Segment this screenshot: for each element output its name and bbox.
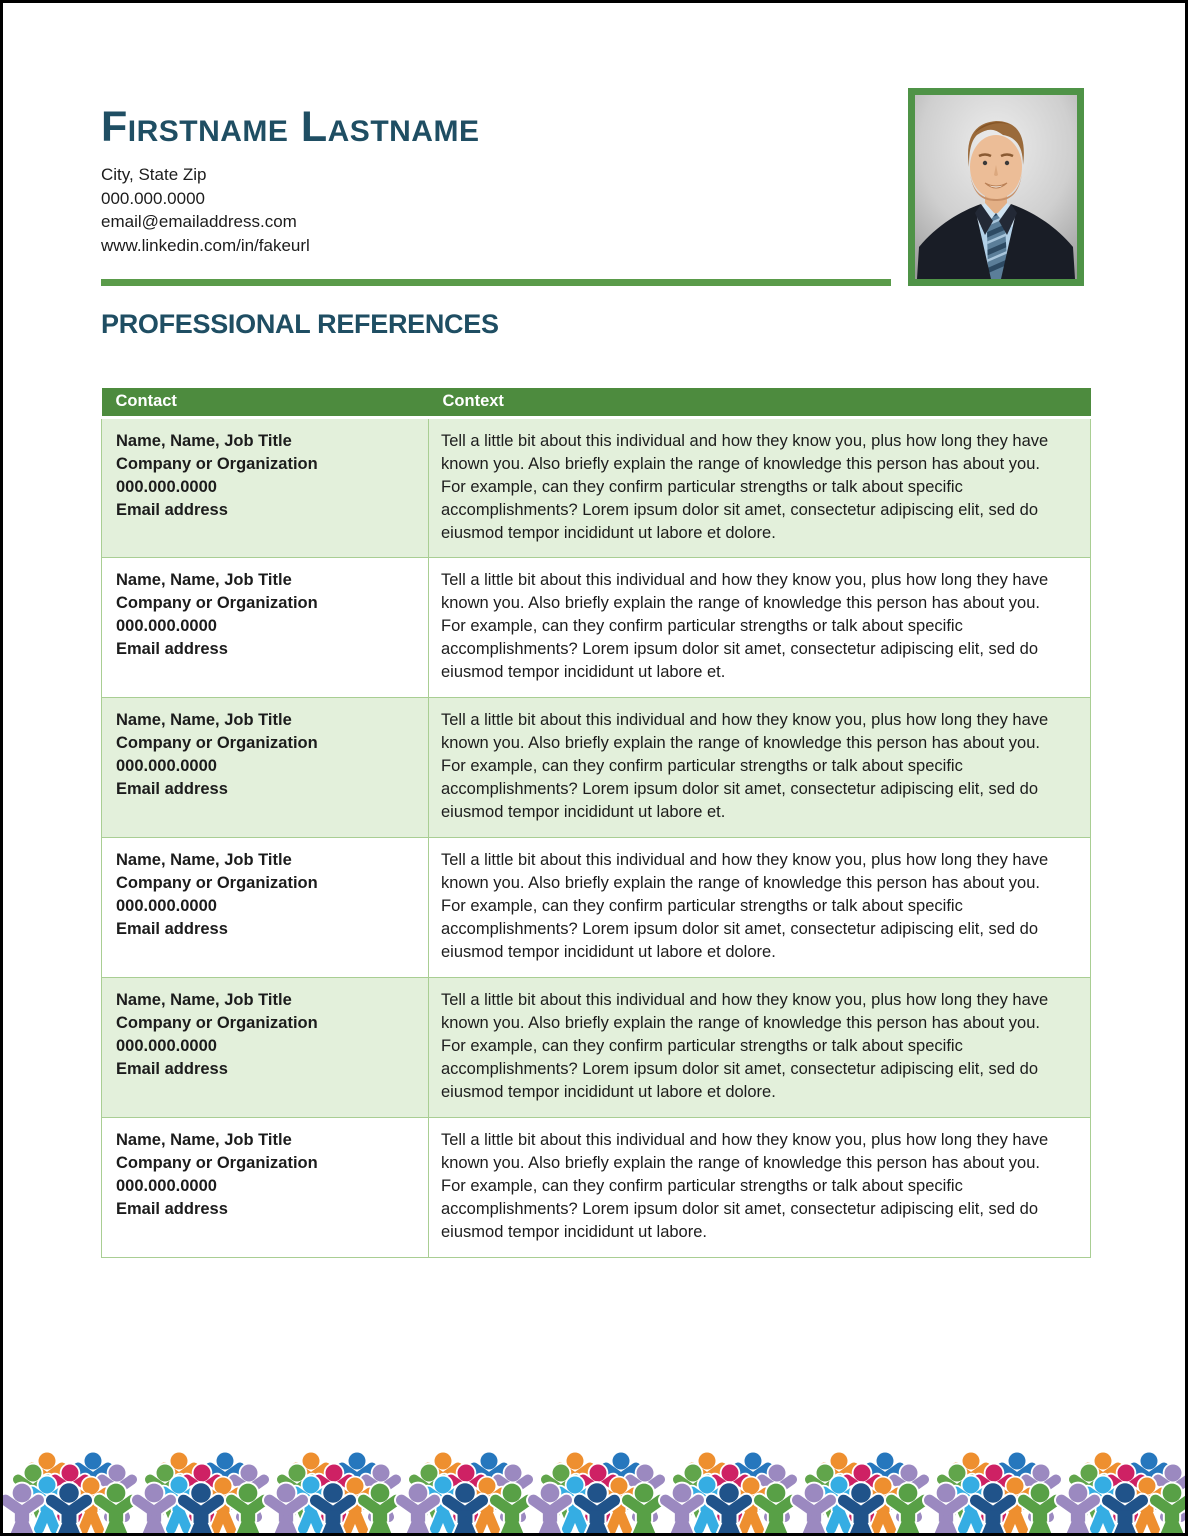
reference-name: Name, Name, Job Title	[116, 431, 292, 450]
reference-name: Name, Name, Job Title	[116, 990, 292, 1009]
reference-phone: 000.000.0000	[116, 616, 217, 635]
reference-contact-cell	[102, 557, 429, 697]
header-divider-rule	[101, 279, 891, 286]
table-header-row	[102, 388, 1091, 417]
reference-context-text: Tell a little bit about this individual and how they know you, plus how long they have known you. Also briefly explain the range of knowledge this person has about you. For example, can they confirm particular strengths or talk about specific accomplishments? Lorem ipsum dolor sit amet, consectetur adipiscing elit, sed do eiusmod tempor incididunt ut labore et dolore.	[441, 990, 1049, 1101]
reference-phone: 000.000.0000	[116, 1036, 217, 1055]
contact-email: email@emailaddress.com	[101, 212, 297, 231]
references-table	[101, 388, 1091, 1258]
reference-email: Email address	[116, 500, 228, 519]
reference-email: Email address	[116, 1199, 228, 1218]
column-header-contact: Contact	[102, 388, 429, 417]
reference-company: Company or Organization	[116, 873, 318, 892]
reference-context-cell	[429, 417, 1091, 557]
reference-context-text: Tell a little bit about this individual and how they know you, plus how long they have known you. Also briefly explain the range of knowledge this person has about you. For example, can they confirm particular strengths or talk about specific accomplishments? Lorem ipsum dolor sit amet, consectetur adipiscing elit, sed do eiusmod tempor incididunt ut labore et dolore.	[441, 850, 1049, 961]
column-header-context: Context	[429, 388, 1091, 417]
reference-company: Company or Organization	[116, 1013, 318, 1032]
contact-linkedin-url: www.linkedin.com/in/fakeurl	[101, 235, 310, 255]
reference-contact-cell	[102, 697, 429, 837]
reference-name: Name, Name, Job Title	[116, 1130, 292, 1149]
reference-contact-cell	[102, 1117, 429, 1257]
people-border-graphic	[3, 1445, 1185, 1533]
contact-phone: 000.000.0000	[101, 188, 205, 208]
contact-block	[101, 163, 479, 257]
reference-context-text: Tell a little bit about this individual and how they know you, plus how long they have known you. Also briefly explain the range of knowledge this person has about you. For example, can they confirm particular strengths or talk about specific accomplishments? Lorem ipsum dolor sit amet, consectetur adipiscing elit, sed do eiusmod tempor incididunt ut labore et.	[441, 570, 1049, 681]
reference-row	[102, 977, 1091, 1117]
reference-context-cell	[429, 697, 1091, 837]
people-border-svg	[3, 1445, 1185, 1533]
reference-context-cell	[429, 977, 1091, 1117]
reference-context-cell	[429, 1117, 1091, 1257]
reference-email: Email address	[116, 1059, 228, 1078]
reference-row	[102, 417, 1091, 557]
reference-phone: 000.000.0000	[116, 896, 217, 915]
reference-company: Company or Organization	[116, 593, 318, 612]
reference-name: Name, Name, Job Title	[116, 570, 292, 589]
reference-context-cell	[429, 837, 1091, 977]
reference-phone: 000.000.0000	[116, 1176, 217, 1195]
reference-company: Company or Organization	[116, 454, 318, 473]
reference-phone: 000.000.0000	[116, 477, 217, 496]
reference-row	[102, 837, 1091, 977]
reference-phone: 000.000.0000	[116, 756, 217, 775]
profile-photo	[908, 88, 1084, 286]
reference-contact-cell	[102, 977, 429, 1117]
reference-context-text: Tell a little bit about this individual and how they know you, plus how long they have known you. Also briefly explain the range of knowledge this person has about you. For example, can they confirm particular strengths or talk about specific accomplishments? Lorem ipsum dolor sit amet, consectetur adipiscing elit, sed do eiusmod tempor incididunt ut labore.	[441, 1130, 1049, 1241]
contact-city-state-zip: City, State Zip	[101, 165, 207, 184]
reference-context-text: Tell a little bit about this individual and how they know you, plus how long they have known you. Also briefly explain the range of knowledge this person has about you. For example, can they confirm particular strengths or talk about specific accomplishments? Lorem ipsum dolor sit amet, consectetur adipiscing elit, sed do eiusmod tempor incididunt ut labore et dolore.	[441, 431, 1049, 542]
reference-email: Email address	[116, 639, 228, 658]
header-identity-block	[101, 103, 480, 257]
reference-contact-cell	[102, 837, 429, 977]
reference-name: Name, Name, Job Title	[116, 850, 292, 869]
reference-context-text: Tell a little bit about this individual and how they know you, plus how long they have known you. Also briefly explain the range of knowledge this person has about you. For example, can they confirm particular strengths or talk about specific accomplishments? Lorem ipsum dolor sit amet, consectetur adipiscing elit, sed do eiusmod tempor incididunt ut labore et.	[441, 710, 1049, 821]
reference-email: Email address	[116, 779, 228, 798]
reference-row	[102, 1117, 1091, 1257]
reference-company: Company or Organization	[116, 733, 318, 752]
section-title: PROFESSIONAL REFERENCES	[101, 309, 499, 339]
reference-company: Company or Organization	[116, 1153, 318, 1172]
reference-context-cell	[429, 557, 1091, 697]
reference-email: Email address	[116, 919, 228, 938]
reference-contact-cell	[102, 417, 429, 557]
profile-photo-image	[915, 95, 1077, 279]
reference-row	[102, 557, 1091, 697]
reference-name: Name, Name, Job Title	[116, 710, 292, 729]
person-name: Firstname Lastname	[101, 103, 480, 151]
reference-row	[102, 697, 1091, 837]
